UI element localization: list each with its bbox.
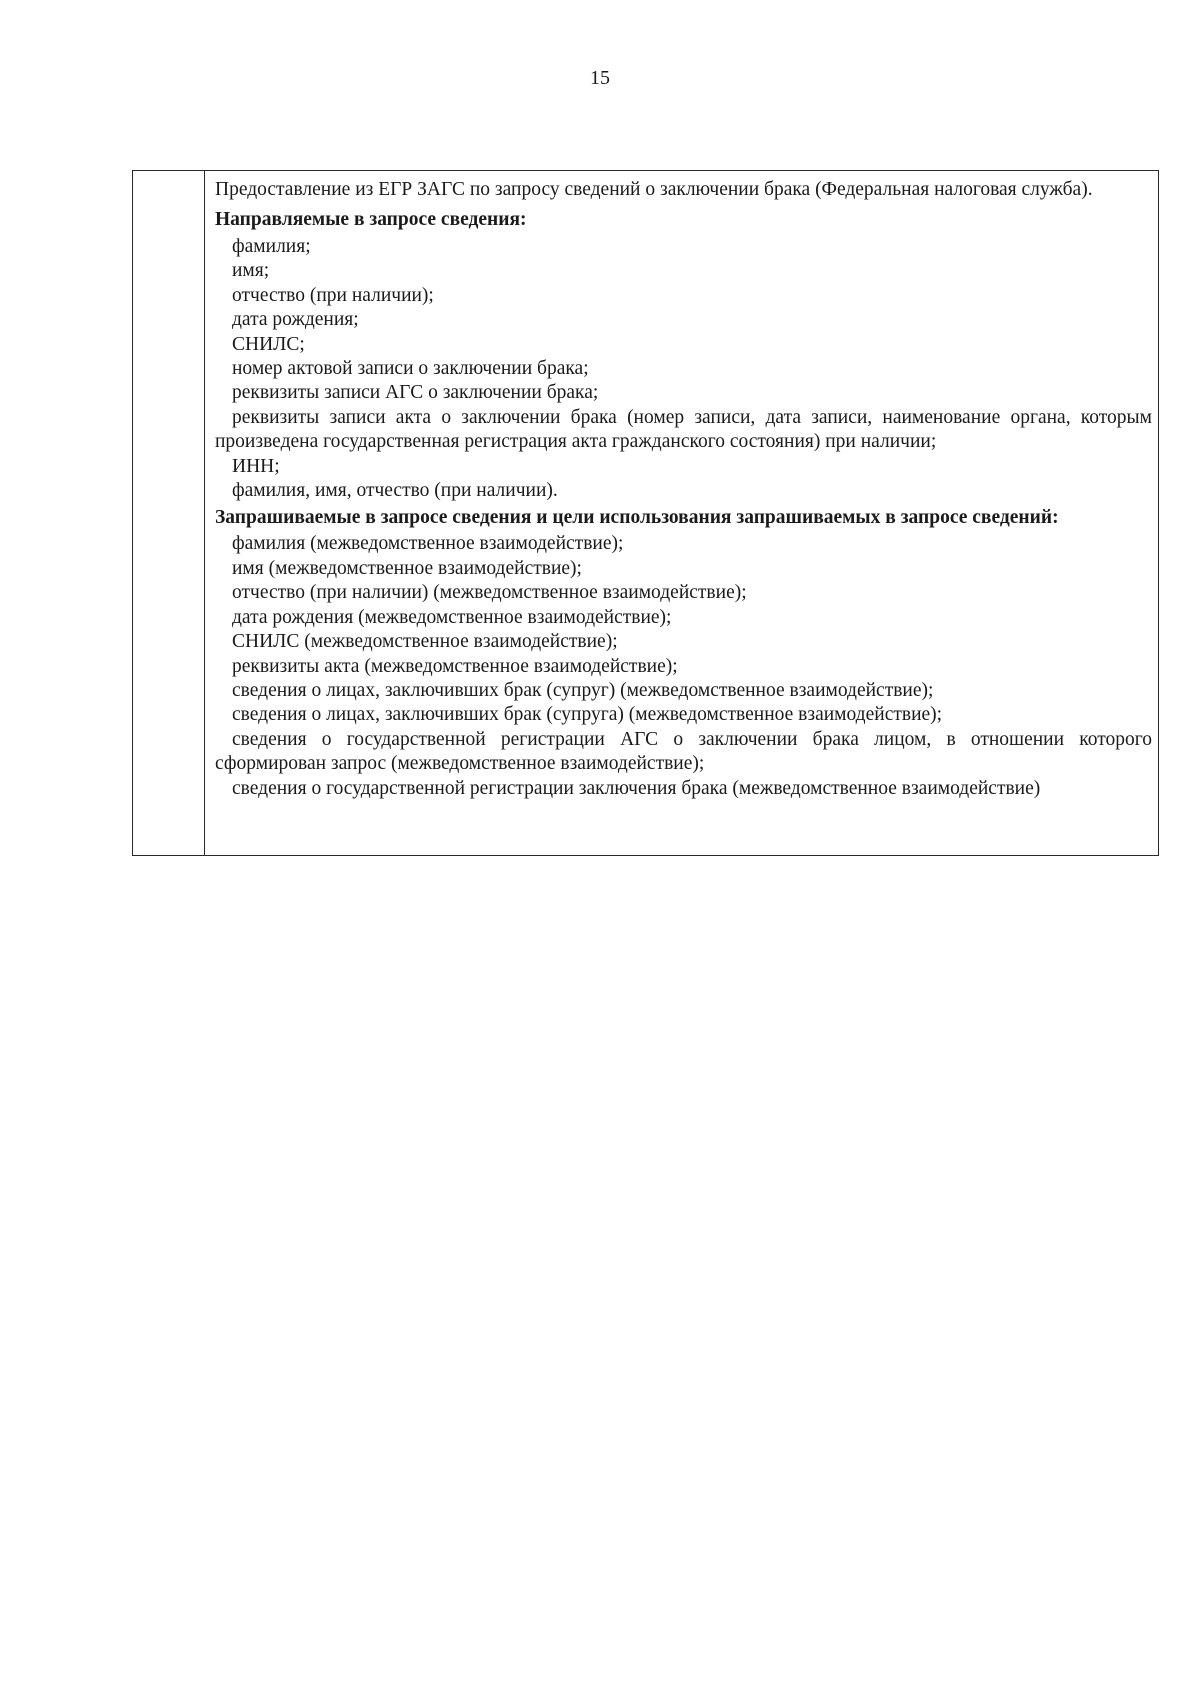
list-item: реквизиты записи акта о заключении брака (номер записи, дата записи, наименование органа, которым произведена государственная регистрация акта гражданского состояния) при наличии; xyxy=(215,406,1152,453)
list-item: дата рождения; xyxy=(232,309,359,331)
requested-info-list xyxy=(215,532,1152,800)
sent-info-heading: Направляемые в запросе сведения: xyxy=(215,209,527,230)
list-item: сведения о лицах, заключивших брак (супруга) (межведомственное взаимодействие); xyxy=(232,704,943,726)
list-item: дата рождения (межведомственное взаимодействие); xyxy=(232,606,672,628)
list-item: фамилия (межведомственное взаимодействие); xyxy=(232,533,624,555)
list-item: сведения о государственной регистрации заключения брака (межведомственное взаимодействие) xyxy=(232,777,1041,799)
list-item: ИНН; xyxy=(232,455,280,477)
list-item: отчество (при наличии); xyxy=(232,284,434,306)
list-item: отчество (при наличии) (межведомственное взаимодействие); xyxy=(232,582,747,604)
list-item: реквизиты записи АГС о заключении брака; xyxy=(232,382,599,404)
sent-info-list xyxy=(215,235,1152,503)
intro-paragraph: Предоставление из ЕГР ЗАГС по запросу сведений о заключении брака (Федеральная налоговая служба). xyxy=(215,179,1093,200)
list-item: фамилия; xyxy=(232,236,311,257)
list-item: имя; xyxy=(232,260,270,282)
list-item: СНИЛС (межведомственное взаимодействие); xyxy=(232,631,618,653)
list-item: сведения о лицах, заключивших брак (супруг) (межведомственное взаимодействие); xyxy=(232,679,934,701)
list-item: реквизиты акта (межведомственное взаимодействие); xyxy=(232,655,678,677)
list-item: СНИЛС; xyxy=(232,333,305,355)
list-item: номер актовой записи о заключении брака; xyxy=(232,358,589,380)
list-item: фамилия, имя, отчество (при наличии). xyxy=(232,480,558,502)
table-content-cell xyxy=(215,171,1152,801)
table-left-column xyxy=(133,171,205,855)
page-number: 15 xyxy=(590,67,610,89)
list-item: имя (межведомственное взаимодействие); xyxy=(232,557,582,579)
document-table xyxy=(132,170,1159,856)
list-item: сведения о государственной регистрации АГС о заключении брака лицом, в отношении которого сформирован запрос (межведомственное взаимодействие); xyxy=(215,728,1152,775)
requested-info-heading: Запрашиваемые в запросе сведения и цели использования запрашиваемых в запросе сведений: xyxy=(215,507,1059,529)
